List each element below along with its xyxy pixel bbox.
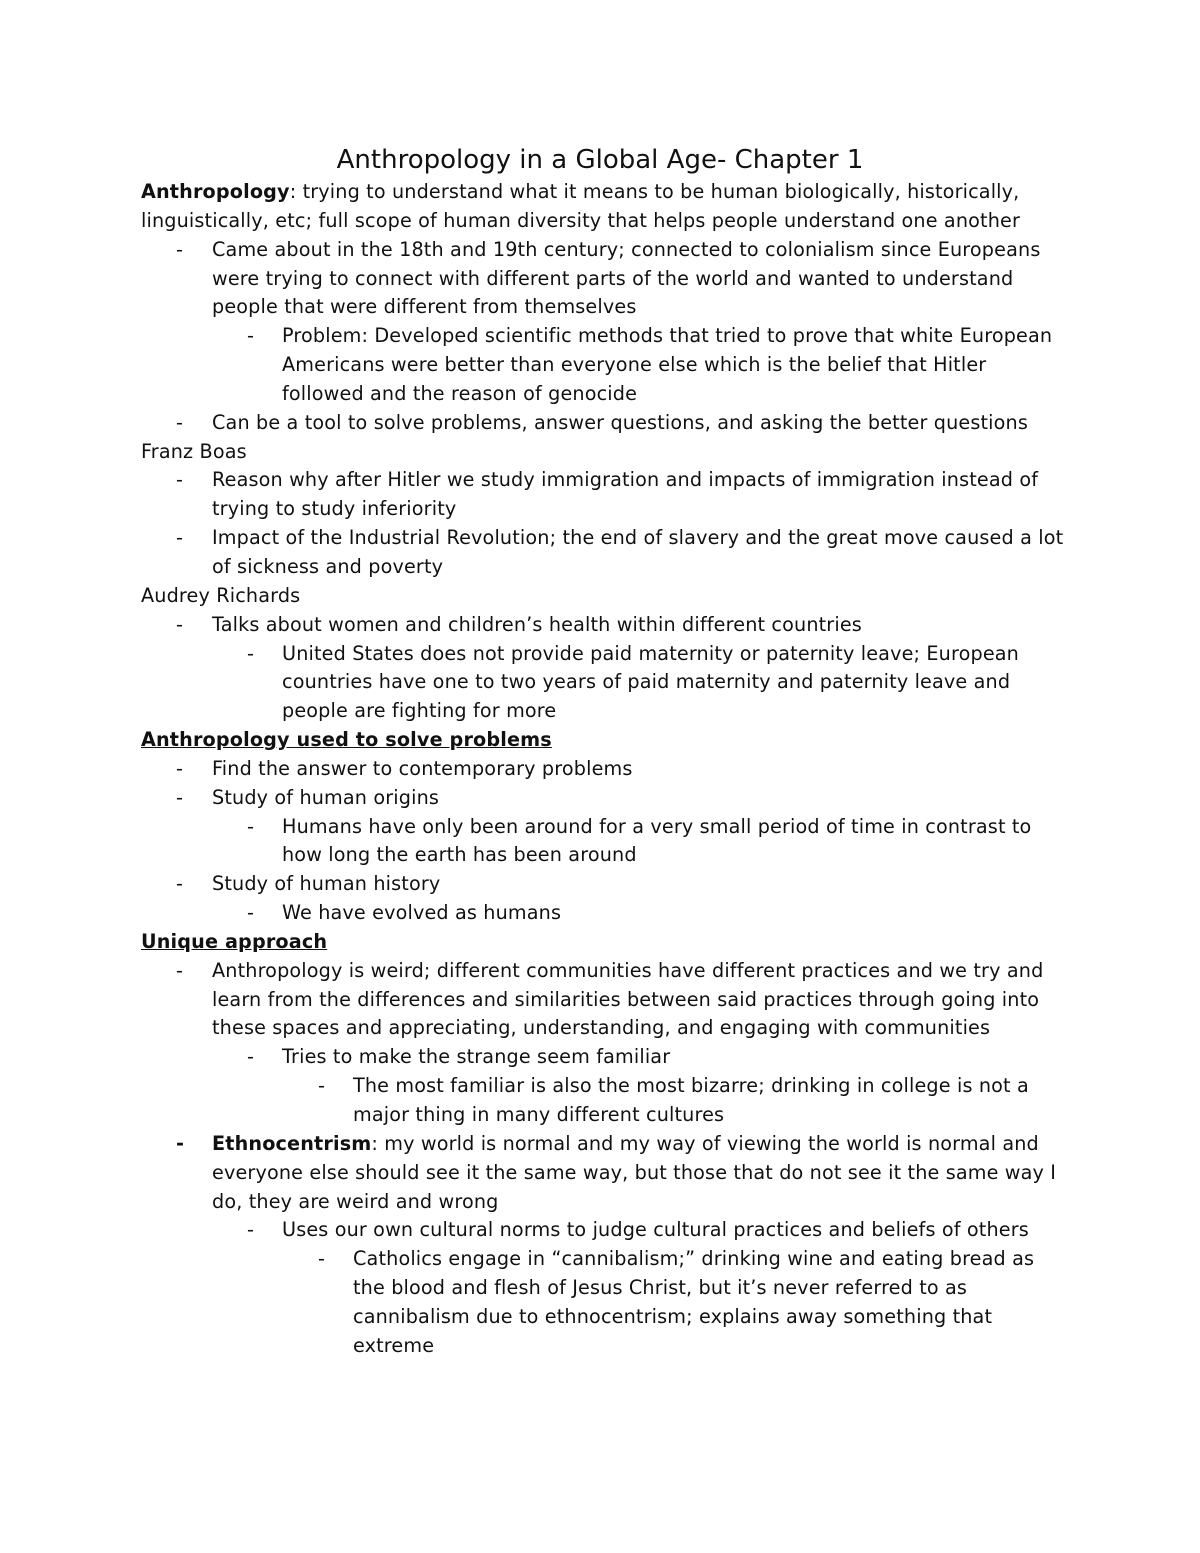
intro-line-2 <box>141 207 1071 236</box>
line-text: major thing in many different cultures <box>353 1103 725 1126</box>
bullet-dash: - <box>176 872 184 896</box>
list-item-line <box>141 986 1071 1015</box>
bullet-dash: - <box>176 468 184 492</box>
list-item-line <box>141 1043 1071 1072</box>
line-text: do, they are weird and wrong <box>212 1189 499 1213</box>
list-item-line <box>141 1159 1071 1188</box>
bullet-dash: - <box>247 814 255 838</box>
list-item-line <box>141 899 1071 928</box>
bullet-dash: - <box>318 1247 326 1271</box>
intro-term: Anthropology <box>141 180 290 203</box>
line-text: how long the earth has been around <box>282 843 637 867</box>
bullet-dash: - <box>176 756 184 780</box>
list-item-line <box>141 1274 1071 1303</box>
bullet-dash: - <box>176 526 184 550</box>
bullet-dash: - <box>176 237 184 261</box>
line-text: followed and the reason of genocide <box>282 381 638 405</box>
section-label <box>141 438 1071 467</box>
list-item-line <box>141 784 1071 813</box>
line-text: We have evolved as humans <box>282 901 562 925</box>
bullet-dash: - <box>247 1218 255 1242</box>
list-item-line <box>141 1101 1071 1130</box>
bullet-dash: - <box>176 410 184 434</box>
term: Ethnocentrism <box>212 1131 372 1155</box>
line-text: The most familiar is also the most bizarre; drinking in college is not a <box>353 1074 1029 1098</box>
list-item-line <box>141 1332 1071 1361</box>
bullet-dash: - <box>247 324 255 348</box>
line-text: United States does not provide paid maternity or paternity leave; European <box>282 641 1019 665</box>
line-text: Study of human origins <box>212 785 440 809</box>
list-item-line <box>141 1072 1071 1101</box>
line-text: Impact of the Industrial Revolution; the end of slavery and the great move caused a lot <box>212 526 1064 550</box>
section-heading <box>141 928 1071 957</box>
list-item-line <box>141 640 1071 669</box>
line-text: these spaces and appreciating, understanding, and engaging with communities <box>212 1016 991 1040</box>
list-item-line <box>141 697 1071 726</box>
line-text: of sickness and poverty <box>212 554 444 578</box>
bullet-dash: - <box>318 1074 326 1098</box>
list-item-line <box>141 668 1071 697</box>
heading-text: Anthropology used to solve problems <box>141 728 552 752</box>
line-text: extreme <box>353 1333 435 1357</box>
list-item-line <box>141 351 1071 380</box>
line-text: Study of human history <box>212 872 441 896</box>
line-text: trying to study inferiority <box>212 497 457 521</box>
line-text: Americans were better than everyone else which is the belief that Hitler <box>282 353 987 377</box>
list-item-line <box>141 495 1071 524</box>
bullet-dash: - <box>176 785 184 809</box>
line-text: were trying to connect with different parts of the world and wanted to understand <box>212 266 1014 290</box>
list-item-line <box>141 293 1071 322</box>
line-text: Can be a tool to solve problems, answer questions, and asking the better questions <box>212 410 1028 434</box>
line-text: Audrey Richards <box>141 583 301 607</box>
line-text: Reason why after Hitler we study immigration and impacts of immigration instead of <box>212 468 1039 492</box>
line-text: Problem: Developed scientific methods that tried to prove that white European <box>282 324 1053 348</box>
heading-text: Unique approach <box>141 929 328 953</box>
line-text: Tries to make the strange seem familiar <box>282 1045 671 1069</box>
list-item-line <box>141 1303 1071 1332</box>
list-item-line <box>141 841 1071 870</box>
line-text: Came about in the 18th and 19th century; connected to colonialism since Europeans <box>212 237 1041 261</box>
line-text: people are fighting for more <box>282 699 557 723</box>
line-text: cannibalism due to ethnocentrism; explains away something that <box>353 1304 993 1328</box>
list-item-line <box>141 380 1071 409</box>
list-item-line <box>141 611 1071 640</box>
list-item-line <box>141 957 1071 986</box>
list-item-line <box>141 265 1071 294</box>
line-text: Franz Boas <box>141 439 247 463</box>
section-heading <box>141 726 1071 755</box>
list-item-line <box>141 755 1071 784</box>
list-item-line <box>141 466 1071 495</box>
bullet-dash: - <box>247 1045 255 1069</box>
list-item-line <box>141 524 1071 553</box>
bullet-dash: - <box>176 1131 185 1155</box>
section-label <box>141 582 1071 611</box>
bullet-dash: - <box>176 612 184 636</box>
document-title: Anthropology in a Global Age- Chapter 1 <box>336 145 864 175</box>
intro-line-1 <box>141 178 1071 207</box>
document-body <box>141 178 1071 1361</box>
line-text: Talks about women and children’s health within different countries <box>212 612 862 636</box>
list-item-line <box>141 1245 1071 1274</box>
list-item-line <box>141 870 1071 899</box>
line-text: Uses our own cultural norms to judge cultural practices and beliefs of others <box>282 1218 1029 1242</box>
line-text: learn from the differences and similarities between said practices through going into <box>212 987 1040 1011</box>
line-text: Anthropology is weird; different communities have different practices and we try and <box>212 958 1044 982</box>
list-item-line <box>141 813 1071 842</box>
line-text: people that were different from themselves <box>212 295 637 319</box>
list-item-line <box>141 236 1071 265</box>
list-item-line <box>141 1188 1071 1217</box>
line-text: the blood and flesh of Jesus Christ, but it’s never referred to as <box>353 1276 968 1300</box>
line-text: Humans have only been around for a very small period of time in contrast to <box>282 814 1032 838</box>
line-text: Find the answer to contemporary problems <box>212 756 633 780</box>
list-item-line <box>141 1216 1071 1245</box>
line-text: Catholics engage in “cannibalism;” drinking wine and eating bread as <box>353 1247 1035 1271</box>
list-item-line <box>141 409 1071 438</box>
bullet-dash: - <box>247 901 255 925</box>
line-text: everyone else should see it the same way, but those that do not see it the same way I <box>212 1160 1057 1184</box>
list-item-line <box>141 322 1071 351</box>
term-definition: : my world is normal and my way of viewing the world is normal and <box>371 1131 1039 1155</box>
list-item-line <box>141 1014 1071 1043</box>
list-item-line <box>141 553 1071 582</box>
intro-definition-1: : trying to understand what it means to be human biologically, historically, <box>289 180 1020 203</box>
line-text: countries have one to two years of paid maternity and paternity leave and <box>282 670 1011 694</box>
bullet-dash: - <box>176 958 184 982</box>
list-item-line <box>141 1130 1071 1159</box>
bullet-dash: - <box>247 641 255 665</box>
intro-definition-2: linguistically, etc; full scope of human diversity that helps people understand one another <box>141 208 1021 232</box>
